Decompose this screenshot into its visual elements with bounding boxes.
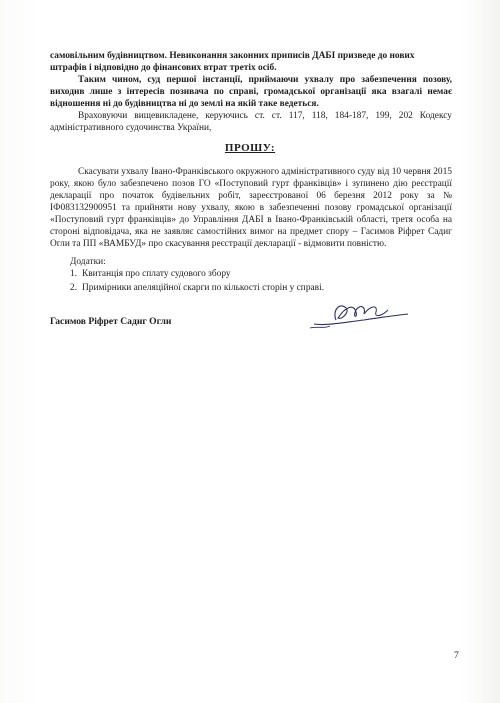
signatory-name: Гасимов Ріфрет Садиг Огли bbox=[50, 316, 172, 327]
paragraph-continuation bbox=[50, 50, 452, 74]
request-title: ПРОШУ: bbox=[224, 142, 276, 154]
attachment-item: 1. Квитанція про сплату судового збору bbox=[70, 269, 231, 279]
paragraph-continuation-line1: самовільним будівництвом. Невиконання законних приписів ДАБІ призведе до нових bbox=[50, 51, 415, 61]
attachments-list bbox=[70, 268, 324, 296]
paragraph-conclusion: Таким чином, суд першої інстанції, приймаючи ухвалу про забезпечення позову, виходив лише з інтересів позивача по справі, громадської організації яка взагалі немає відношення ні до будівництва ні до землі на якій таке ведеться. bbox=[50, 75, 452, 109]
handwritten-signature bbox=[306, 296, 416, 332]
paragraph-legal-basis: Враховуючи вищевикладене, керуючись ст. ст. 117, 118, 184-187, 199, 202 Кодексу адміністративного судочинства України, bbox=[50, 111, 452, 133]
attachment-item: 2. Примірники апеляційної скарги по кількості сторін у справі. bbox=[70, 283, 325, 293]
paragraph-continuation-line2: штрафів і відповідно до фінансових втрат третіх осіб. bbox=[50, 63, 277, 73]
request-body: Скасувати ухвалу Івано-Франківського окружного адміністративного суду від 10 червня 2015 року, якою було забезпечено позов ГО «Поступовий гурт франківців» і зупинено дію реєстрації декларації про початок будівельних робіт, зареєстрованої 06 березня 2012 року за № ІФ083132900951 та прийняти нову ухвалу, якою в забезпеченні позову громадської організації «Поступовий гурт франківців» до Управління ДАБІ в Івано-Франківській області, третя особа на стороні відповідача, яка не заявляє самостійних вимог на предмет спору – Гасимов Ріфрет Садиг Огли та ПП «ВАМБУД» про скасування реєстрації декларації - відмовити повністю. bbox=[50, 167, 452, 249]
page-number: 7 bbox=[454, 650, 459, 661]
attachments-label: Додатки: bbox=[70, 257, 106, 267]
